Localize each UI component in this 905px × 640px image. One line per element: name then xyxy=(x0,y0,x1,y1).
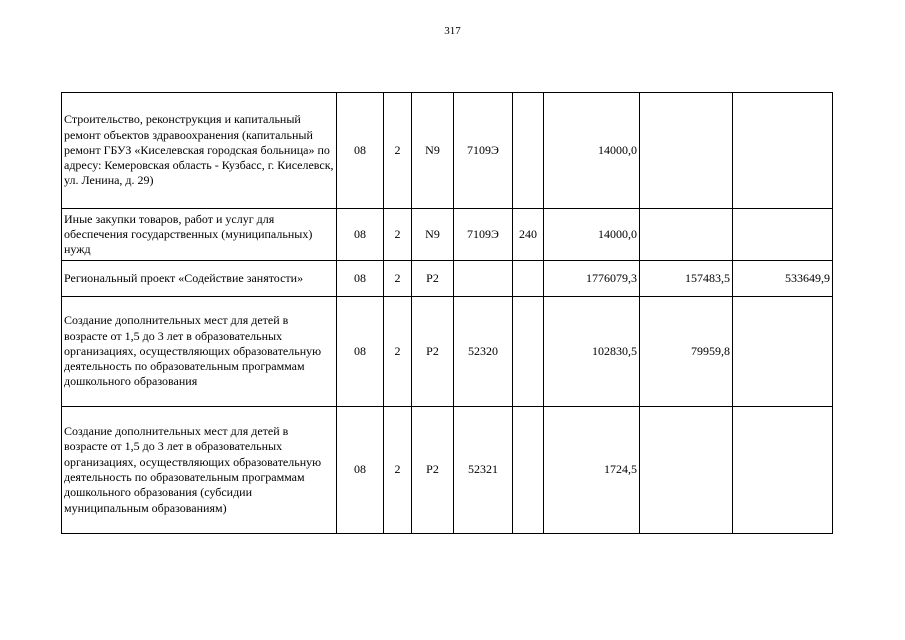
amount-year-2: 79959,8 xyxy=(640,297,733,407)
expense-type-code xyxy=(513,407,544,534)
amount-year-3 xyxy=(733,407,833,534)
amount-year-1: 14000,0 xyxy=(544,209,640,261)
row-name: Создание дополнительных мест для детей в возрасте от 1,5 до 3 лет в образовательных организациях, осуществляющих образовательную деятельность по образовательным программам дошкольного образования (субсидии муниципальным образованиям) xyxy=(62,407,337,534)
direction-code: 7109Э xyxy=(454,209,513,261)
amount-year-2 xyxy=(640,407,733,534)
table-row xyxy=(62,261,833,297)
table-row xyxy=(62,209,833,261)
amount-year-2 xyxy=(640,93,733,209)
expense-type-code: 240 xyxy=(513,209,544,261)
program-code: P2 xyxy=(412,261,454,297)
subsection-code: 2 xyxy=(384,93,412,209)
budget-table xyxy=(61,92,833,534)
amount-year-2: 157483,5 xyxy=(640,261,733,297)
program-code: N9 xyxy=(412,209,454,261)
row-name: Создание дополнительных мест для детей в возрасте от 1,5 до 3 лет в образовательных организациях, осуществляющих образовательную деятельность по образовательным программам дошкольного образования xyxy=(62,297,337,407)
program-code: N9 xyxy=(412,93,454,209)
amount-year-3 xyxy=(733,209,833,261)
section-code: 08 xyxy=(337,297,384,407)
amount-year-3: 533649,9 xyxy=(733,261,833,297)
amount-year-1: 1776079,3 xyxy=(544,261,640,297)
amount-year-1: 1724,5 xyxy=(544,407,640,534)
expense-type-code xyxy=(513,93,544,209)
section-code: 08 xyxy=(337,93,384,209)
program-code: P2 xyxy=(412,407,454,534)
page-number: 317 xyxy=(444,25,461,37)
row-name: Региональный проект «Содействие занятости» xyxy=(62,261,337,297)
section-code: 08 xyxy=(337,209,384,261)
section-code: 08 xyxy=(337,261,384,297)
program-code: P2 xyxy=(412,297,454,407)
amount-year-2 xyxy=(640,209,733,261)
amount-year-3 xyxy=(733,297,833,407)
subsection-code: 2 xyxy=(384,209,412,261)
table-row xyxy=(62,297,833,407)
amount-year-3 xyxy=(733,93,833,209)
row-name: Строительство, реконструкция и капитальный ремонт объектов здравоохранения (капитальный ремонт ГБУЗ «Киселевская городская больница» по адресу: Кемеровская область - Кузбасс, г. Киселевск, ул. Ленина, д. 29) xyxy=(62,93,337,209)
direction-code xyxy=(454,261,513,297)
amount-year-1: 102830,5 xyxy=(544,297,640,407)
expense-type-code xyxy=(513,297,544,407)
section-code: 08 xyxy=(337,407,384,534)
subsection-code: 2 xyxy=(384,261,412,297)
subsection-code: 2 xyxy=(384,407,412,534)
direction-code: 52320 xyxy=(454,297,513,407)
direction-code: 52321 xyxy=(454,407,513,534)
table-row xyxy=(62,93,833,209)
row-name: Иные закупки товаров, работ и услуг для обеспечения государственных (муниципальных) нужд xyxy=(62,209,337,261)
amount-year-1: 14000,0 xyxy=(544,93,640,209)
direction-code: 7109Э xyxy=(454,93,513,209)
expense-type-code xyxy=(513,261,544,297)
subsection-code: 2 xyxy=(384,297,412,407)
table-row xyxy=(62,407,833,534)
